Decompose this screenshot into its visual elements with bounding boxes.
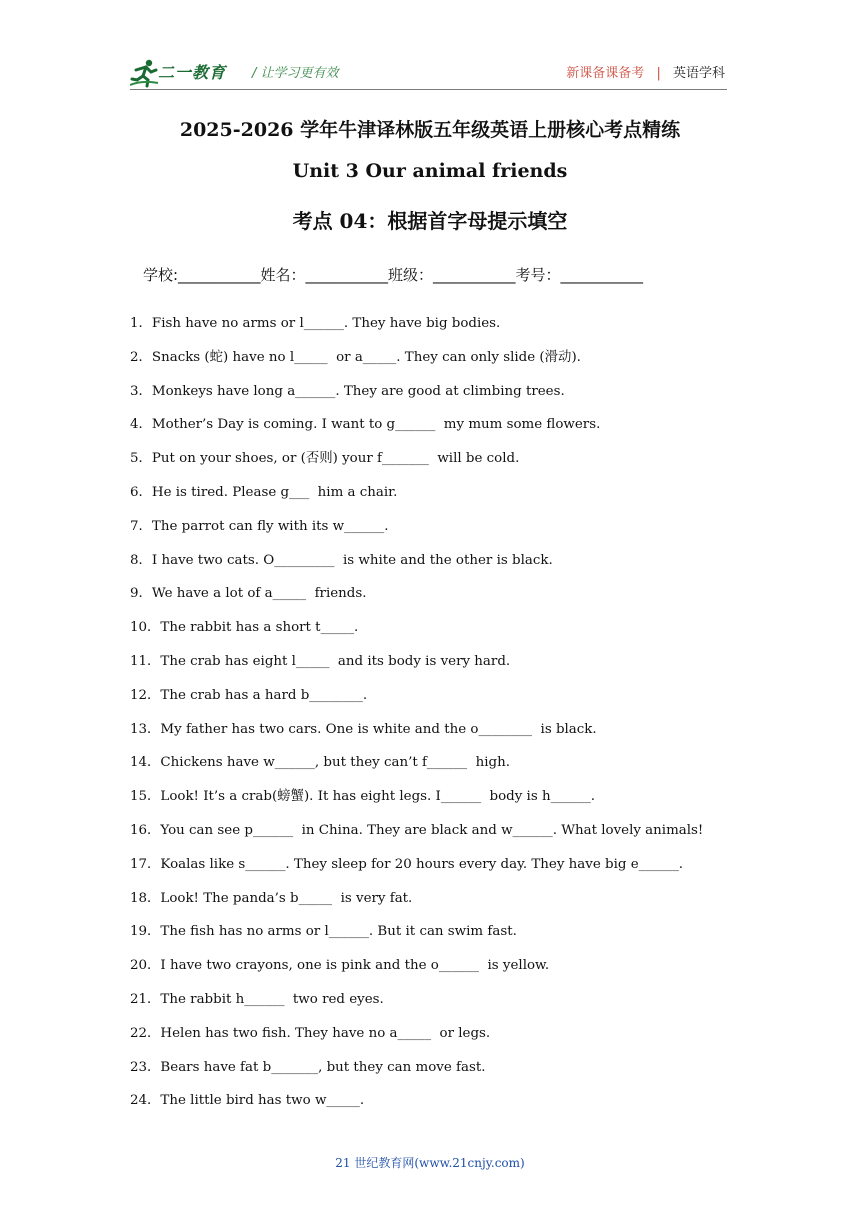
- unit-title: Unit 3 Our animal friends: [292, 160, 568, 182]
- question-item: 21．The rabbit h______ two red eyes.: [130, 991, 384, 1007]
- logo-text: 二一教育: [158, 63, 227, 82]
- runner-logo-icon: [130, 58, 160, 88]
- question-item: 8．I have two cats. O_________ is white and the other is black.: [130, 552, 553, 568]
- question-item: 17．Koalas like s______. They sleep for 20 hours every day. They have big e______.: [130, 856, 684, 872]
- question-item: 6．He is tired. Please g___ him a chair.: [130, 484, 398, 500]
- header-separator: |: [656, 66, 661, 81]
- question-item: 11．The crab has eight l_____ and its body is very hard.: [130, 653, 511, 669]
- question-item: 18．Look! The panda’s b_____ is very fat.: [130, 890, 413, 906]
- document-title: 2025-2026 学年牛津译林版五年级英语上册核心考点精练: [179, 119, 681, 141]
- question-item: 19．The fish has no arms or l______. But it can swim fast.: [130, 924, 517, 940]
- question-item: 22．Helen has two fish. They have no a_____ or legs.: [130, 1025, 491, 1041]
- question-item: 23．Bears have fat b_______, but they can move fast.: [130, 1059, 486, 1075]
- question-item: 24．The little bird has two w_____.: [130, 1093, 365, 1109]
- question-item: 2．Snacks (蛇) have no l_____ or a_____. They can only slide (滑动).: [130, 349, 581, 365]
- question-item: 13．My father has two cars. One is white and the o________ is black.: [130, 721, 597, 737]
- question-item: 15．Look! It’s a crab(螃蟹). It has eight legs. I______ body is h______.: [130, 789, 596, 805]
- header-tags: [566, 62, 725, 81]
- header-divider: [130, 89, 727, 90]
- page-footer[interactable]: 21 世纪教育网(www.21cnjy.com): [335, 1156, 525, 1170]
- question-item: 4．Mother’s Day is coming. I want to g______ my mum some flowers.: [130, 417, 601, 433]
- question-item: 12．The crab has a hard b________.: [130, 687, 368, 703]
- question-item: 20．I have two crayons, one is pink and the o______ is yellow.: [130, 958, 550, 974]
- question-item: 1．Fish have no arms or l______. They have big bodies.: [130, 316, 501, 331]
- question-item: 3．Monkeys have long a______. They are good at climbing trees.: [130, 383, 565, 399]
- question-list: [130, 316, 770, 1127]
- logo: [130, 58, 240, 88]
- section-title: 考点 04：根据首字母提示填空: [292, 209, 568, 233]
- header-tag-course: 新课备课备考: [566, 66, 645, 81]
- question-item: 16．You can see p______ in China. They are black and w______. What lovely animals!: [130, 822, 704, 838]
- question-item: 9．We have a lot of a_____ friends.: [130, 586, 367, 602]
- page-header: [130, 52, 725, 92]
- question-item: 10．The rabbit has a short t_____.: [130, 620, 359, 636]
- slogan: / 让学习更有效: [252, 66, 339, 81]
- question-item: 5．Put on your shoes, or (否则) your f_______ will be cold.: [130, 451, 520, 467]
- student-info-line: 学校:___________姓名：___________班级：___________考号：___________: [143, 266, 644, 284]
- header-tag-subject: 英语学科: [672, 66, 725, 81]
- question-item: 14．Chickens have w______, but they can’t f______ high.: [130, 755, 510, 771]
- question-item: 7．The parrot can fly with its w______.: [130, 518, 389, 534]
